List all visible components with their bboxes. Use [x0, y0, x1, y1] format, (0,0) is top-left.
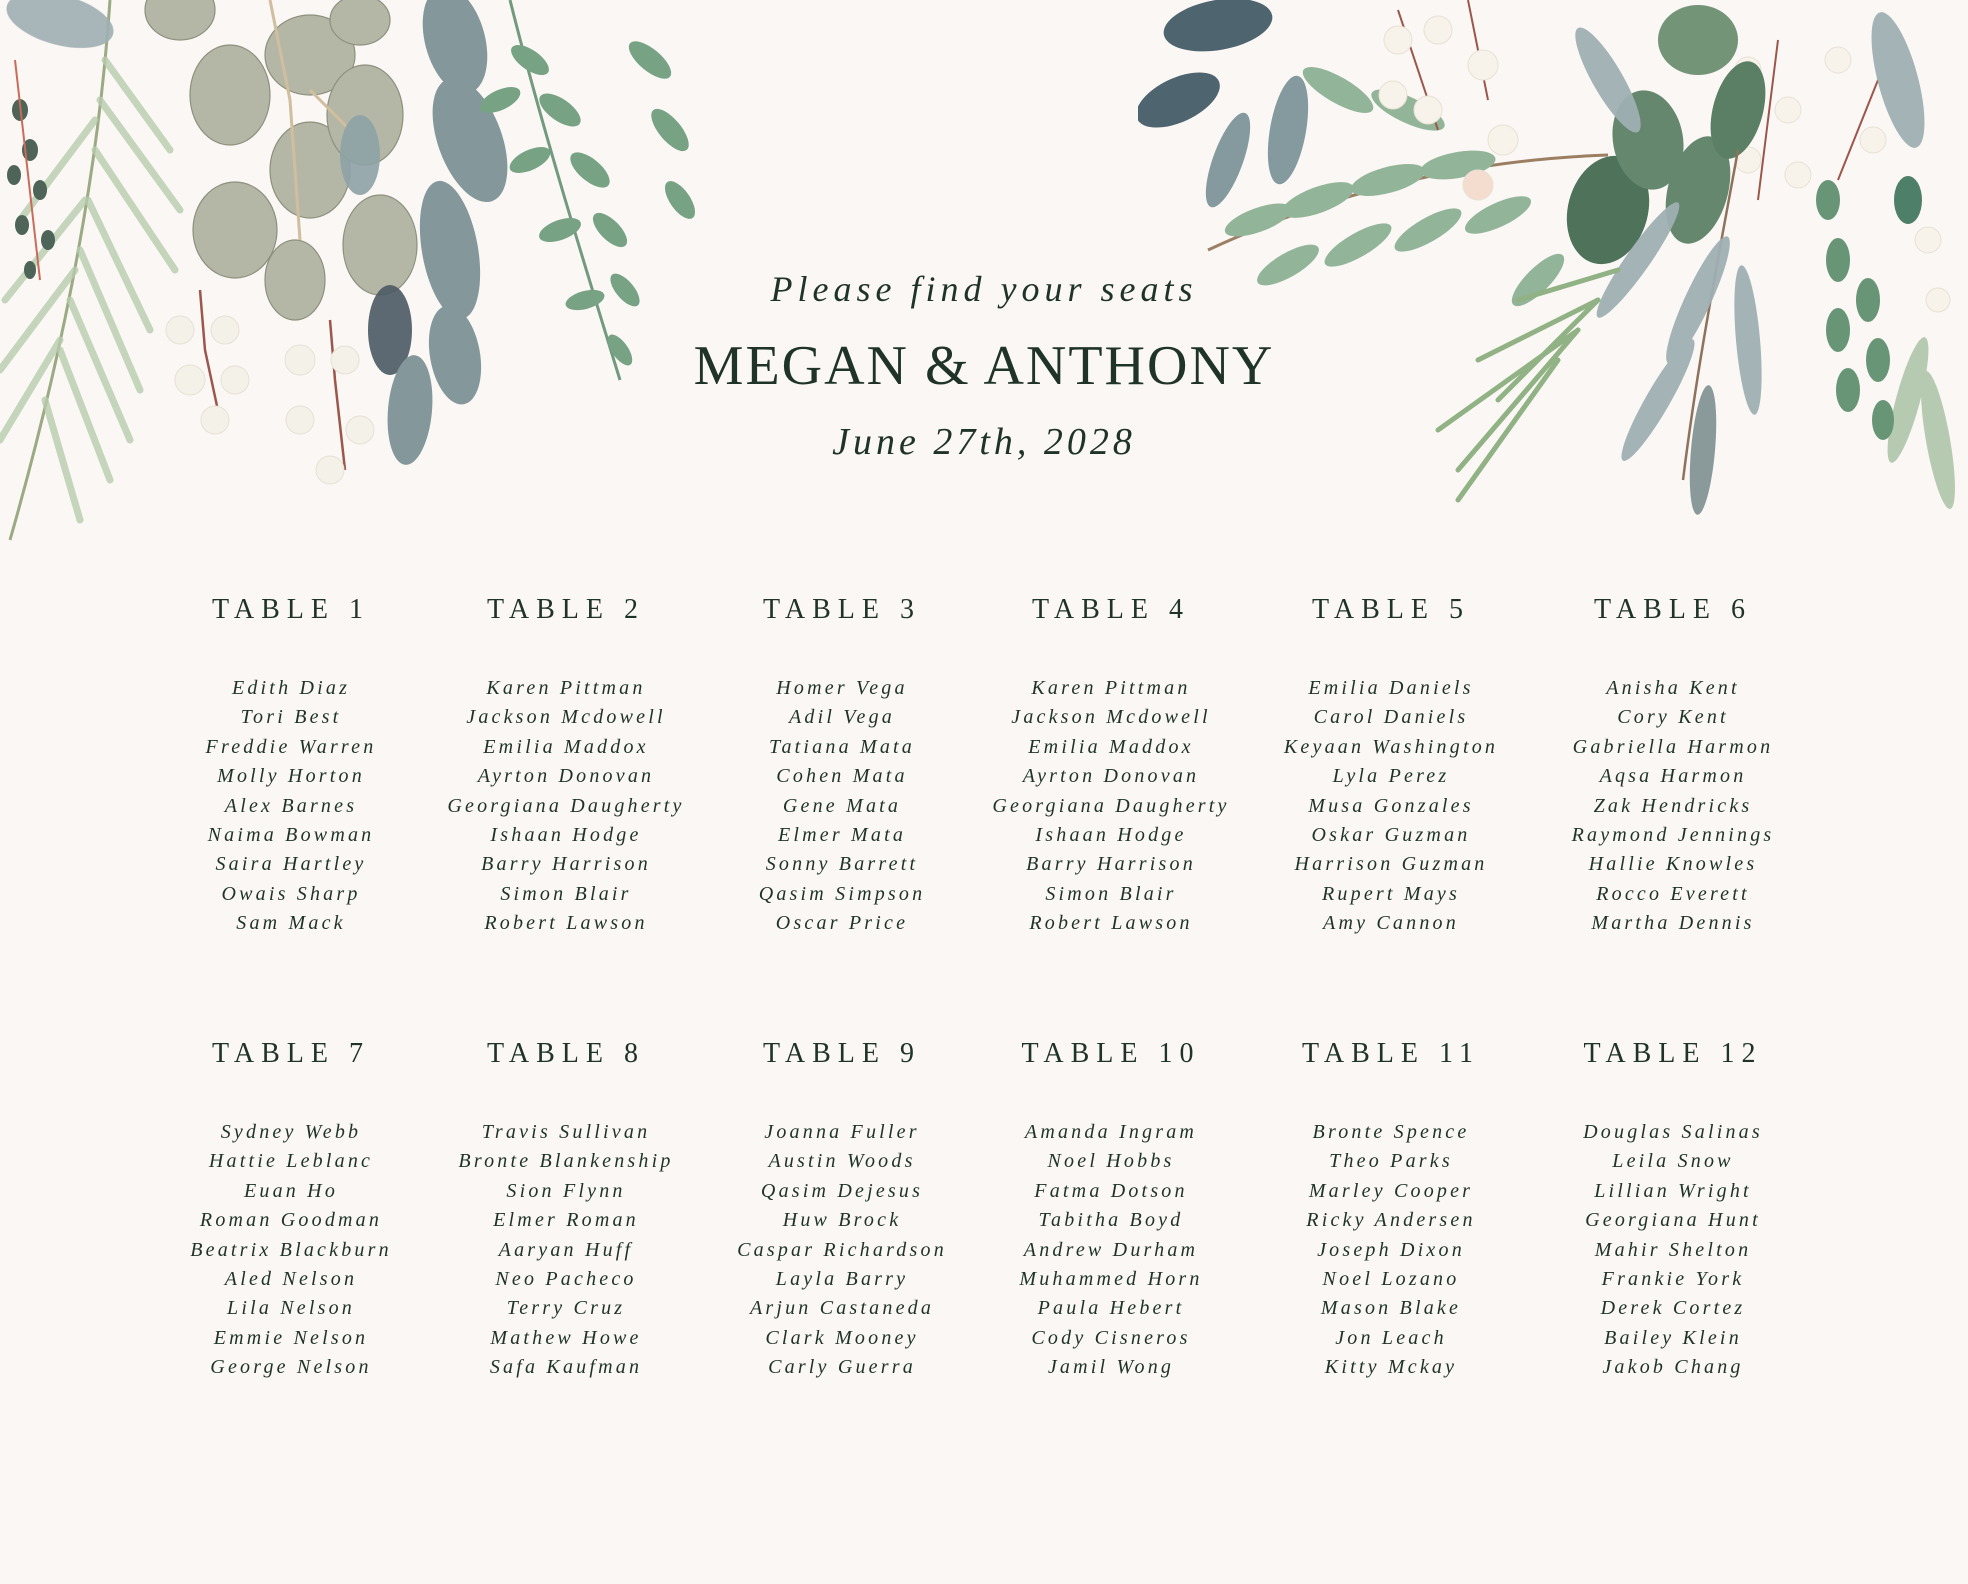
guest-name: Hallie Knowles [1588, 853, 1758, 876]
table-1 [151, 590, 431, 939]
guest-name: Amy Cannon [1323, 912, 1459, 935]
table-9 [702, 1034, 982, 1383]
guest-name: Safa Kaufman [489, 1356, 643, 1379]
guest-name: Gene Mata [782, 794, 902, 817]
guest-name: Homer Vega [776, 677, 908, 699]
guest-name: Arjun Castaneda [749, 1297, 935, 1320]
table-title: TABLE 9 [763, 1038, 921, 1069]
guest-name: Ayrton Donovan [477, 765, 655, 788]
guest-name: Barry Harrison [481, 853, 651, 876]
guest-name: Simon Blair [1045, 882, 1177, 905]
guest-name: Keyaan Washington [1283, 735, 1499, 758]
guest-name: Jon Leach [1335, 1326, 1447, 1349]
guest-name: Ayrton Donovan [1022, 765, 1200, 788]
guest-name: Tabitha Boyd [1038, 1209, 1184, 1232]
guest-name: Sydney Webb [220, 1121, 362, 1143]
guest-name: Neo Pacheco [495, 1268, 637, 1291]
guest-name: Georgiana Hunt [1585, 1209, 1761, 1232]
table-title: TABLE 6 [1594, 594, 1752, 625]
guest-name: Georgiana Daugherty [992, 794, 1230, 817]
guest-name: Euan Ho [243, 1179, 339, 1202]
guest-name: Noel Hobbs [1047, 1150, 1175, 1173]
guest-name: Emilia Maddox [1028, 735, 1194, 758]
guest-name: Beatrix Blackburn [190, 1238, 392, 1261]
guest-name: Qasim Dejesus [760, 1179, 924, 1202]
guest-name: Oscar Price [775, 912, 909, 935]
guest-name: Mahir Shelton [1594, 1238, 1752, 1261]
guest-name: Emmie Nelson [213, 1326, 369, 1349]
guest-name: Saira Hartley [215, 853, 367, 876]
guest-name: Aqsa Harmon [1599, 765, 1747, 788]
guest-name: Jackson Mcdowell [1011, 706, 1211, 729]
guest-name: Sonny Barrett [765, 853, 919, 876]
guest-name: Georgiana Daugherty [447, 794, 685, 817]
guest-name: Musa Gonzales [1308, 794, 1474, 817]
table-title: TABLE 12 [1583, 1038, 1763, 1069]
table-6 [1533, 590, 1813, 939]
guest-name: Owais Sharp [221, 882, 361, 905]
table-7 [151, 1034, 431, 1383]
guest-name: Austin Woods [768, 1150, 916, 1173]
guest-name: Molly Horton [217, 765, 365, 788]
guest-name: Harrison Guzman [1294, 853, 1488, 876]
guest-name: Muhammed Horn [1019, 1268, 1203, 1291]
guest-name: Theo Parks [1329, 1150, 1453, 1173]
guest-name: Cohen Mata [776, 765, 908, 788]
event-date: June 27th, 2028 [832, 421, 1136, 463]
guest-name: Elmer Roman [493, 1209, 639, 1232]
guest-name: Qasim Simpson [758, 882, 926, 905]
guest-name: Carly Guerra [768, 1356, 916, 1379]
table-title: TABLE 2 [487, 594, 645, 625]
guest-name: Cory Kent [1617, 706, 1729, 729]
guest-name: Joseph Dixon [1317, 1238, 1465, 1261]
guest-name: Amanda Ingram [1024, 1121, 1198, 1143]
table-5 [1251, 590, 1531, 939]
guest-name: Terry Cruz [506, 1297, 626, 1320]
guest-name: Travis Sullivan [481, 1121, 651, 1143]
guest-name: Gabriella Harmon [1572, 735, 1774, 758]
table-10 [971, 1034, 1251, 1383]
guest-name: Andrew Durham [1023, 1238, 1199, 1261]
guest-name: Aled Nelson [224, 1268, 358, 1291]
guest-name: Emilia Maddox [483, 735, 649, 758]
guest-name: Raymond Jennings [1571, 824, 1775, 847]
guest-name: Rupert Mays [1322, 882, 1460, 905]
guest-name: Joanna Fuller [764, 1121, 920, 1143]
guest-name: Rocco Everett [1596, 882, 1750, 905]
table-title: TABLE 5 [1312, 594, 1470, 625]
guest-name: Naima Bowman [207, 824, 375, 847]
guest-name: Robert Lawson [1029, 912, 1193, 935]
table-title: TABLE 11 [1302, 1038, 1480, 1069]
guest-name: Jamil Wong [1047, 1356, 1175, 1379]
guest-name: Leila Snow [1612, 1150, 1734, 1173]
table-title: TABLE 3 [763, 594, 921, 625]
tagline: Please find your seats [770, 269, 1198, 309]
guest-name: Tatiana Mata [768, 735, 916, 758]
guest-name: Bronte Spence [1312, 1121, 1470, 1143]
guest-name: Adil Vega [788, 706, 895, 729]
guest-name: Mason Blake [1320, 1297, 1462, 1320]
guest-name: Ishaan Hodge [490, 824, 642, 847]
table-4 [971, 590, 1251, 939]
guest-name: Clark Mooney [765, 1326, 919, 1349]
table-8 [426, 1034, 706, 1383]
guest-name: Lila Nelson [227, 1297, 355, 1320]
guest-name: Emilia Daniels [1308, 677, 1474, 699]
guest-name: Jakob Chang [1602, 1356, 1744, 1379]
guest-name: Lyla Perez [1332, 765, 1450, 788]
guest-name: Oskar Guzman [1311, 824, 1471, 847]
guest-name: Huw Brock [782, 1209, 902, 1232]
guest-name: Karen Pittman [1031, 677, 1191, 699]
guest-name: Fatma Dotson [1034, 1179, 1188, 1202]
guest-name: Derek Cortez [1600, 1297, 1746, 1320]
guest-name: Marley Cooper [1308, 1179, 1474, 1202]
guest-name: Caspar Richardson [737, 1238, 947, 1261]
guest-name: Aaryan Huff [498, 1238, 634, 1261]
guest-name: Roman Goodman [199, 1209, 383, 1232]
guest-name: Martha Dennis [1591, 912, 1755, 935]
table-title: TABLE 10 [1021, 1038, 1201, 1069]
guest-name: Anisha Kent [1606, 677, 1740, 699]
guest-name: Frankie York [1601, 1268, 1745, 1291]
table-12 [1533, 1034, 1813, 1383]
guest-name: Cody Cisneros [1031, 1326, 1191, 1349]
guest-name: Alex Barnes [224, 794, 358, 817]
table-title: TABLE 4 [1032, 594, 1190, 625]
guest-name: George Nelson [210, 1356, 372, 1379]
guest-name: Ricky Andersen [1306, 1209, 1476, 1232]
guest-name: Jackson Mcdowell [466, 706, 666, 729]
guest-name: Lillian Wright [1594, 1179, 1752, 1202]
guest-name: Hattie Leblanc [208, 1150, 374, 1173]
guest-name: Sion Flynn [506, 1179, 626, 1202]
guest-name: Sam Mack [236, 912, 346, 935]
table-title: TABLE 8 [487, 1038, 645, 1069]
guest-name: Tori Best [240, 706, 342, 729]
guest-name: Paula Hebert [1037, 1297, 1185, 1320]
table-title: TABLE 7 [212, 1038, 370, 1069]
guest-name: Kitty Mckay [1324, 1356, 1458, 1379]
guest-name: Carol Daniels [1313, 706, 1469, 729]
guest-name: Robert Lawson [484, 912, 648, 935]
guest-name: Bronte Blankenship [458, 1150, 674, 1173]
guest-name: Douglas Salinas [1583, 1121, 1763, 1143]
guest-name: Freddie Warren [205, 735, 377, 758]
guest-name: Mathew Howe [490, 1326, 642, 1349]
guest-name: Edith Diaz [231, 677, 351, 699]
table-3 [702, 590, 982, 939]
guest-name: Bailey Klein [1604, 1326, 1742, 1349]
table-11 [1251, 1034, 1531, 1383]
guest-name: Ishaan Hodge [1035, 824, 1187, 847]
couple-names: MEGAN & ANTHONY [693, 335, 1275, 397]
guest-name: Simon Blair [500, 882, 632, 905]
guest-name: Zak Hendricks [1593, 794, 1753, 817]
guest-name: Elmer Mata [777, 824, 907, 847]
guest-name: Noel Lozano [1322, 1268, 1460, 1291]
table-2 [426, 590, 706, 939]
guest-name: Karen Pittman [486, 677, 646, 699]
guest-name: Barry Harrison [1026, 853, 1196, 876]
guest-name: Layla Barry [775, 1268, 909, 1291]
table-title: TABLE 1 [212, 594, 370, 625]
